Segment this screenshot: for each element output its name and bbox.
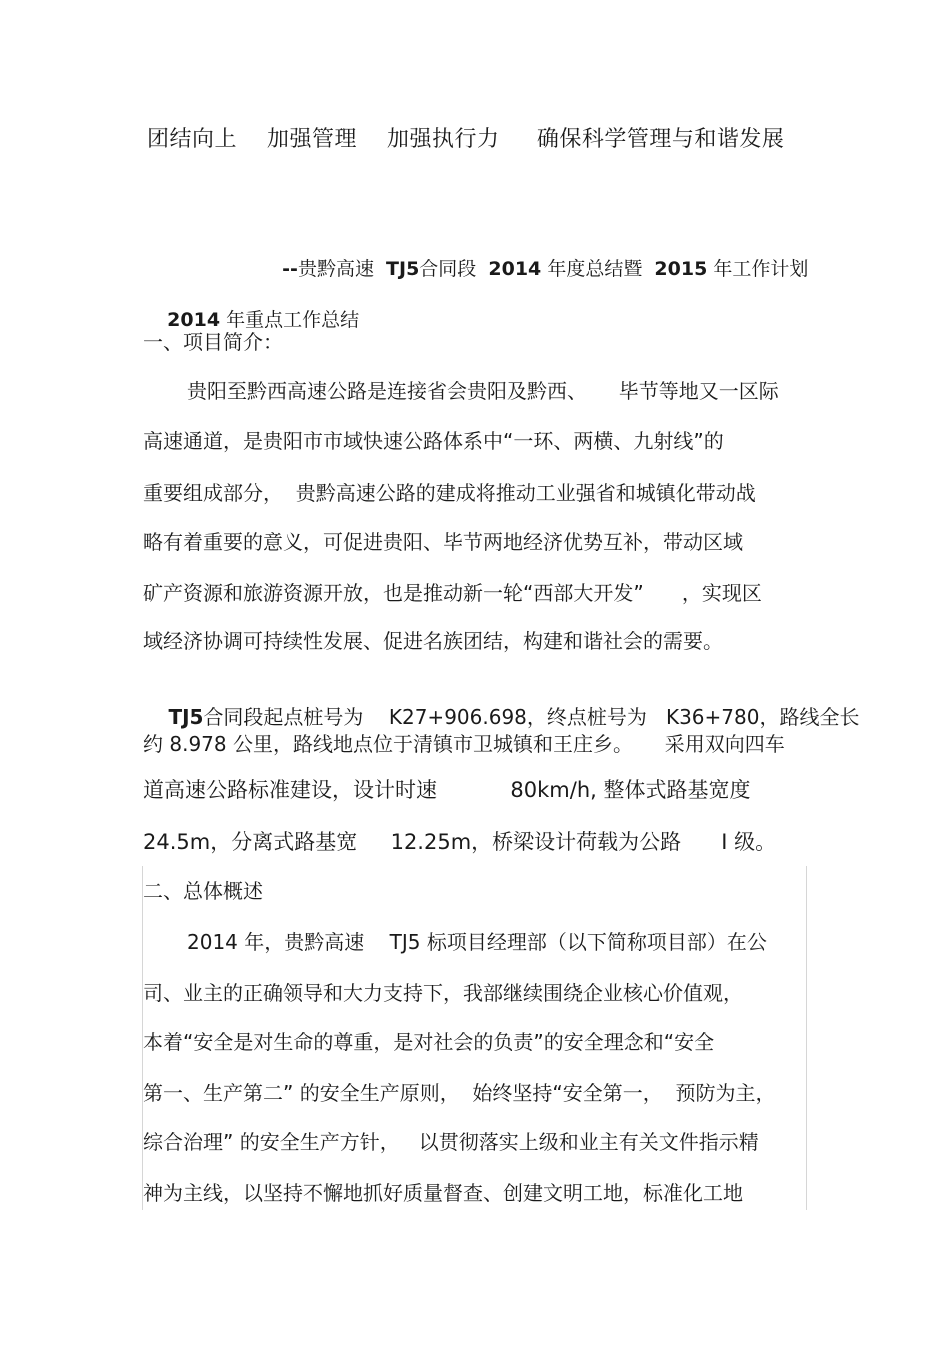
section2-line: 综合治理” 的安全生产方针， 以贯彻落实上级和业主有关文件指示精 [143,1130,759,1154]
tj5-paragraph-line: 约 8.978 公里，路线地点位于清镇市卫城镇和王庄乡。 采用双向四车 [143,732,785,756]
subtitle-plan: 年工作计划 [707,258,809,280]
right-page-border [806,866,807,1210]
left-page-border [142,866,143,1210]
section1-line: 略有着重要的意义，可促进贵阳、毕节两地经济优势互补，带动区域 [143,530,743,554]
tj5-paragraph-line: 道高速公路标准建设，设计时速 80km/h, 整体式路基宽度 [143,778,751,802]
section1-line: 重要组成部分， 贵黔高速公路的建成将推动工业强省和城镇化带动战 [143,481,756,505]
section2-line: 司、业主的正确领导和大力支持下，我部继续围绕企业核心价值观， [143,981,743,1005]
section2-line: 第一、生产第二” 的安全生产原则， 始终坚持“安全第一， 预防为主， [143,1081,776,1105]
document-title: 团结向上 加强管理 加强执行力 确保科学管理与和谐发展 [147,127,785,152]
section2-line: 2014 年，贵黔高速 TJ5 标项目经理部（以下简称项目部）在公 [187,930,767,954]
section1-line: 贵阳至黔西高速公路是连接省会贵阳及黔西、 毕节等地又一区际 [187,379,779,403]
section1-line: 高速通道，是贵阳市市域快速公路体系中“一环、两横、九射线”的 [143,429,724,453]
subtitle-company: 贵黔高速 [297,258,387,280]
summary-heading-text: 年重点工作总结 [220,309,360,331]
subtitle-year-2014: 2014 [488,258,542,280]
section1-line: 矿产资源和旅游资源开放，也是推动新一轮“西部大开发” ，实现区 [143,581,762,605]
summary-heading-year: 2014 [167,309,221,331]
section1-line: 域经济协调可持续性发展、促进名族团结，构建和谐社会的需要。 [143,629,723,653]
subtitle-summary: 年度总结暨 [541,258,655,280]
section2-line: 神为主线，以坚持不懈地抓好质量督查、创建文明工地，标准化工地 [143,1181,743,1205]
tj5-paragraph-line: 24.5m，分离式路基宽 12.25m，桥梁设计荷载为公路 I 级。 [143,830,777,854]
subtitle-tj5: TJ5 [386,258,420,280]
subtitle-contract: 合同段 [419,258,489,280]
subtitle-year-2015: 2015 [654,258,708,280]
tj5-label: TJ5 [168,705,204,729]
section1-heading: 一、项目简介： [143,330,283,354]
subtitle-prefix: -- [282,258,298,280]
tj5-line1-text: 合同段起点桩号为 K27+906.698，终点桩号为 K36+780，路线全长 [203,705,860,729]
section2-heading: 二、总体概述 [143,879,263,903]
section2-line: 本着“安全是对生命的尊重，是对社会的负责”的安全理念和“安全 [143,1030,715,1054]
